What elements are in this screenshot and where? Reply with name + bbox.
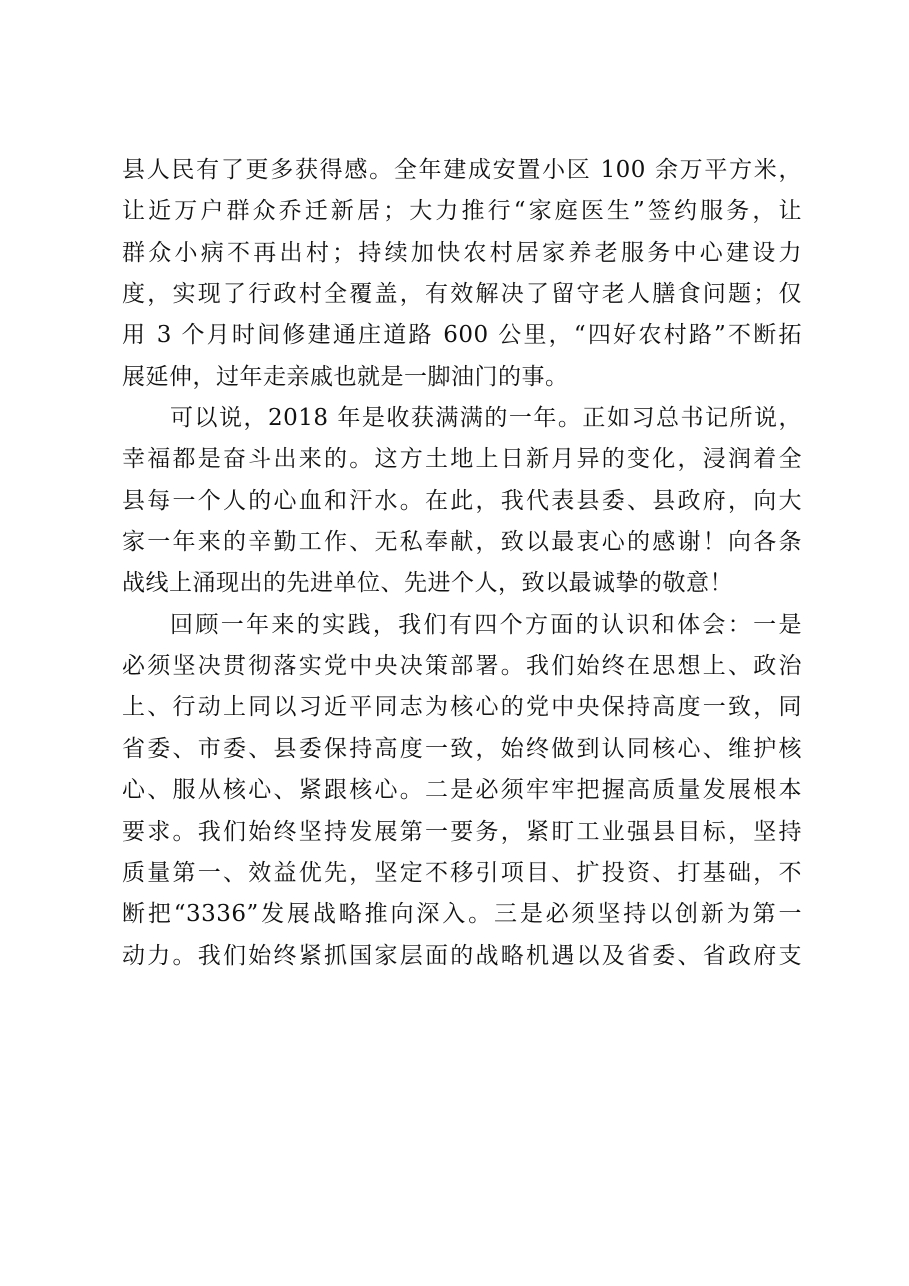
text-line: 必须坚决贯彻落实党中央决策部署。我们始终在思想上、政治: [122, 653, 802, 680]
text-line: 度，实现了行政村全覆盖，有效解决了留守老人膳食问题；仅: [122, 281, 802, 308]
text-line: 县每一个人的心血和汗水。在此，我代表县委、县政府，向大: [122, 487, 802, 514]
text-line: 上、行动上同以习近平同志为核心的党中央保持高度一致，同: [122, 694, 802, 721]
text-line: 县人民有了更多获得感。全年建成安置小区 100 余万平方米，: [122, 157, 802, 183]
text-line: 展延伸，过年走亲戚也就是一脚油门的事。: [122, 363, 569, 390]
text-line: 心、服从核心、紧跟核心。二是必须牢牢把握高质量发展根本: [122, 777, 802, 804]
text-line: 动力。我们始终紧抓国家层面的战略机遇以及省委、省政府支: [122, 942, 802, 969]
text-line: 战线上涌现出的先进单位、先进个人，致以最诚挚的敬意！: [122, 570, 733, 597]
text-line: 要求。我们始终坚持发展第一要务，紧盯工业强县目标，坚持: [122, 818, 802, 845]
text-line: 可以说，2018 年是收获满满的一年。正如习总书记所说，: [170, 405, 802, 432]
text-line: 让近万户群众乔迁新居；大力推行“家庭医生”签约服务，让: [122, 198, 802, 225]
paragraph-1: [122, 150, 802, 398]
text-line: 省委、市委、县委保持高度一致，始终做到认同核心、维护核: [122, 735, 802, 762]
text-line: 群众小病不再出村；持续加快农村居家养老服务中心建设力: [122, 239, 802, 266]
text-line: 幸福都是奋斗出来的。这方土地上日新月异的变化，浸润着全: [122, 446, 802, 473]
paragraph-3: [122, 605, 802, 977]
paragraph-2: [122, 398, 802, 605]
text-line: 家一年来的辛勤工作、无私奉献，致以最衷心的感谢！向各条: [122, 529, 802, 556]
text-line: 断把“3336”发展战略推向深入。三是必须坚持以创新为第一: [122, 901, 802, 928]
text-line: 用 3 个月时间修建通庄道路 600 公里，“四好农村路”不断拓: [122, 322, 802, 349]
text-line: 质量第一、效益优先，坚定不移引项目、扩投资、打基础，不: [122, 859, 802, 886]
text-line: 回顾一年来的实践，我们有四个方面的认识和体会：一是: [170, 611, 802, 638]
document-page: [122, 150, 802, 977]
